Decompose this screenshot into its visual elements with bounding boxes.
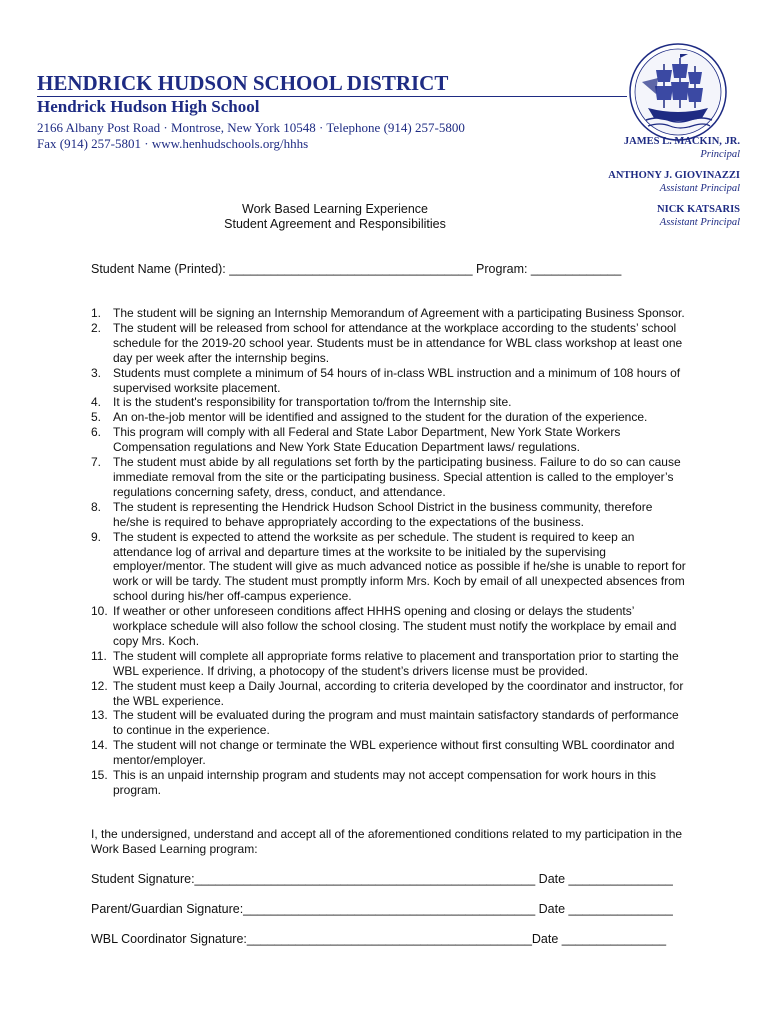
acknowledgement-text: I, the undersigned, understand and accept all of the aforementioned conditions related to my participation in the Work Based Learning program: <box>91 827 683 856</box>
staff-name: NICK KATSARIS <box>657 204 740 215</box>
district-name: HENDRICK HUDSON SCHOOL DISTRICT <box>37 70 627 97</box>
list-item: 2. The student will be released from school for attendance at the workplace according to the students’ school schedule for the 2019-20 school year. Students must be in attendance for WBL class workshop at least one day per week after the internship begins. <box>91 320 683 365</box>
list-item: 13. The student will be evaluated during the program and must maintain satisfactory standards of performance to continue in the experience. <box>91 708 679 738</box>
school-name: Hendrick Hudson High School <box>37 97 260 116</box>
staff-title: Assistant Principal <box>659 217 740 228</box>
list-item: 6. This program will comply with all Federal and State Labor Department, New York State Workers Compensation regulations and New York State Education Department laws/ regulations. <box>91 425 621 455</box>
list-item: 10. If weather or other unforeseen conditions affect HHHS opening and closing or delays the students’ workplace schedule will also follow the school closing. The student must notify the workplace by email and copy Mrs. Koch. <box>91 604 677 648</box>
staff-assistant-principal-1 <box>540 170 740 194</box>
staff-title: Principal <box>700 149 740 160</box>
list-item: 1. The student will be signing an Internship Memorandum of Agreement with a participating Business Sponsor. <box>91 306 685 320</box>
coordinator-signature-field[interactable]: WBL Coordinator Signature:_________________________________________Date _______________ <box>91 932 667 946</box>
staff-name: ANTHONY J. GIOVINAZZI <box>608 170 740 181</box>
list-item: 7. The student must abide by all regulations set forth by the participating business. Failure to do so can cause immediate removal from the site or the participating business. Special attention is called to the employer’s regulations concerning safety, dress, conduct, and attendance. <box>91 455 681 499</box>
list-item: 15. This is an unpaid internship program and students may not accept compensation for work hours in this program. <box>91 768 656 797</box>
fax-web-line: Fax (914) 257-5801 · www.henhudschools.org/hhhs <box>37 136 309 151</box>
parent-signature-field[interactable]: Parent/Guardian Signature:__________________________________________ Date _______________ <box>91 902 673 916</box>
document-title-line-1: Work Based Learning Experience <box>242 202 428 216</box>
list-item: 14. The student will not change or terminate the WBL experience without first consulting WBL coordinator and mentor/employer. <box>91 738 675 768</box>
list-item: 12. The student must keep a Daily Journal, according to criteria developed by the coordinator and instructor, for the WBL experience. <box>91 678 684 708</box>
staff-principal <box>540 136 740 160</box>
student-name-program-field[interactable]: Student Name (Printed): ___________________________________ Program: _____________ <box>91 262 622 276</box>
ship-seal-icon <box>628 42 728 142</box>
staff-assistant-principal-2 <box>540 204 740 228</box>
address-line: 2166 Albany Post Road · Montrose, New York 10548 · Telephone (914) 257-5800 <box>37 120 465 135</box>
list-item: 5. An on-the-job mentor will be identified and assigned to the student for the duration of the experience. <box>91 410 648 425</box>
staff-title: Assistant Principal <box>659 183 740 194</box>
staff-name: JAMES L. MACKIN, JR. <box>623 136 740 147</box>
list-item: 11. The student will complete all appropriate forms relative to placement and transportation prior to starting the WBL experience. If driving, a photocopy of the student’s drivers license must be provided. <box>91 648 679 678</box>
terms-list <box>91 306 691 798</box>
student-signature-field[interactable]: Student Signature:_________________________________________________ Date _______________ <box>91 872 673 886</box>
list-item: 9. The student is expected to attend the worksite as per schedule. The student is required to keep an attendance log of arrival and departure times at the worksite to be initialed by the supervising employer/mentor. The student will give as much advanced notice as possible if he/she is unable to report for work or will be tardy. The student must promptly inform Mrs. Koch by email of all unexpected absences from school during his/her off-campus experience. <box>91 529 686 604</box>
list-item: 4. It is the student's responsibility for transportation to/from the Internship site. <box>91 395 512 410</box>
list-item: 8. The student is representing the Hendrick Hudson School District in the business community, therefore he/she is required to behave appropriately according to the expectations of the business. <box>91 499 653 529</box>
document-title <box>200 202 470 232</box>
document-title-line-2: Student Agreement and Responsibilities <box>224 217 446 231</box>
list-item: 3. Students must complete a minimum of 54 hours of in-class WBL instruction and a minimum of 108 hours of supervised worksite placement. <box>91 365 681 395</box>
